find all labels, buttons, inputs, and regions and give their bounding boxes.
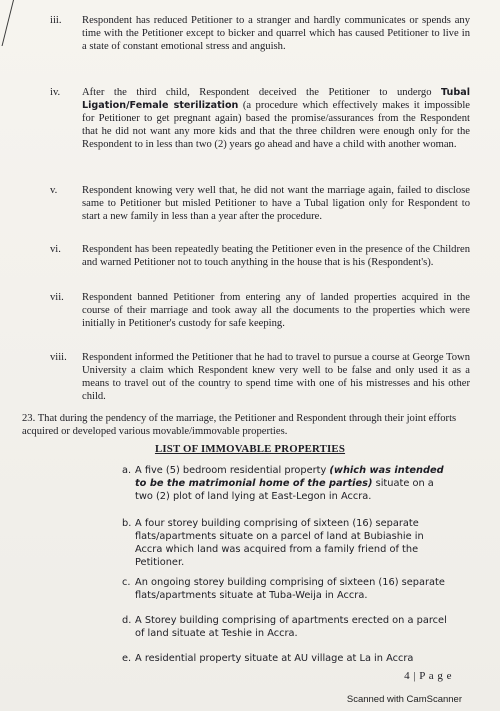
clause-v [50, 184, 470, 223]
property-letter: d. [122, 615, 132, 626]
page-number: 4 | P a g e [404, 670, 452, 682]
clause-number: v. [50, 185, 58, 196]
clause-number: iv. [50, 87, 61, 98]
clause-text [82, 86, 470, 151]
property-text-post: situate on a two (2) plot of land lying at East-Legon in Accra. [135, 478, 434, 502]
clause-text-pre: After the third child, Respondent deceived the Petitioner to undergo [82, 87, 442, 98]
list-title: LIST OF IMMOVABLE PROPERTIES [154, 443, 346, 455]
property-letter: a. [122, 465, 132, 476]
clause-bold-term: Tubal Ligation/Female sterilization [82, 87, 470, 111]
clause-vi [50, 243, 470, 269]
clause-number: vii. [50, 292, 64, 303]
property-text: A residential property situate at AU village at La in Accra [135, 653, 414, 664]
clause-iv [50, 86, 470, 151]
clause-text-post: (a procedure which effectively makes it impossible for Petitioner to get pregnant again) based the promise/assurances from the Respondent that he did not want any more kids and that the three children were enough only for the Respondent to in less than two (2) years go ahead and have a child with another woman. [82, 100, 470, 150]
clause-text: Respondent informed the Petitioner that he had to travel to pursue a course at George Town University a claim which Respondent knew very well to be false and only used it as a means to travel out of the country to spend time with one of his mistresses and his other child. [82, 352, 470, 402]
clause-number: iii. [50, 15, 62, 26]
property-d [122, 614, 452, 640]
property-letter: c. [122, 577, 131, 588]
clause-viii [50, 351, 470, 403]
property-text: A four storey building comprising of sixteen (16) separate flats/apartments situate on a parcel of land at Bubiashie in Accra which land was acquired from a family friend of the Petitioner. [135, 518, 424, 568]
property-e [122, 652, 452, 665]
paragraph-text: 23. That during the pendency of the marriage, the Petitioner and Respondent through their joint efforts acquired or developed various movable/immovable properties. [22, 413, 457, 437]
clause-iii [50, 14, 470, 53]
property-text [135, 464, 452, 503]
property-text: A Storey building comprising of apartments erected on a parcel of land situate at Teshie in Accra. [135, 615, 447, 639]
property-b [122, 517, 452, 569]
clause-number: viii. [50, 352, 67, 363]
margin-line [0, 0, 14, 46]
property-letter: e. [122, 653, 132, 664]
clause-text: Respondent knowing very well that, he did not want the marriage again, failed to disclose same to Petitioner but misled Petitioner to have a Tubal ligation only for Respondent to start a new family in less than a year after the procedure. [82, 185, 470, 222]
property-a [122, 464, 452, 503]
property-c [122, 576, 452, 602]
property-italic-note: (which was intended to be the matrimonial home of the parties) [135, 465, 444, 489]
clause-vii [50, 291, 470, 330]
clause-text: Respondent has been repeatedly beating the Petitioner even in the presence of the Children and warned Petitioner not to touch anything in the house that is his (Respondent's). [82, 244, 470, 268]
clause-text: Respondent banned Petitioner from entering any of landed properties acquired in the course of their marriage and took away all the documents to the properties which were initially in Petitioner's custody for safe keeping. [82, 292, 470, 329]
property-letter: b. [122, 518, 132, 529]
scanner-watermark: Scanned with CamScanner [346, 694, 462, 705]
property-text: An ongoing storey building comprising of sixteen (16) separate flats/apartments situate at Tuba-Weija in Accra. [135, 577, 445, 601]
clause-text: Respondent has reduced Petitioner to a stranger and hardly communicates or spends any time with the Petitioner except to bicker and quarrel which has caused Petitioner to live in a state of constant emotional stress and anguish. [82, 15, 470, 52]
paragraph-23 [22, 412, 472, 438]
clause-number: vi. [50, 244, 61, 255]
property-text-pre: A five (5) bedroom residential property [135, 465, 330, 476]
